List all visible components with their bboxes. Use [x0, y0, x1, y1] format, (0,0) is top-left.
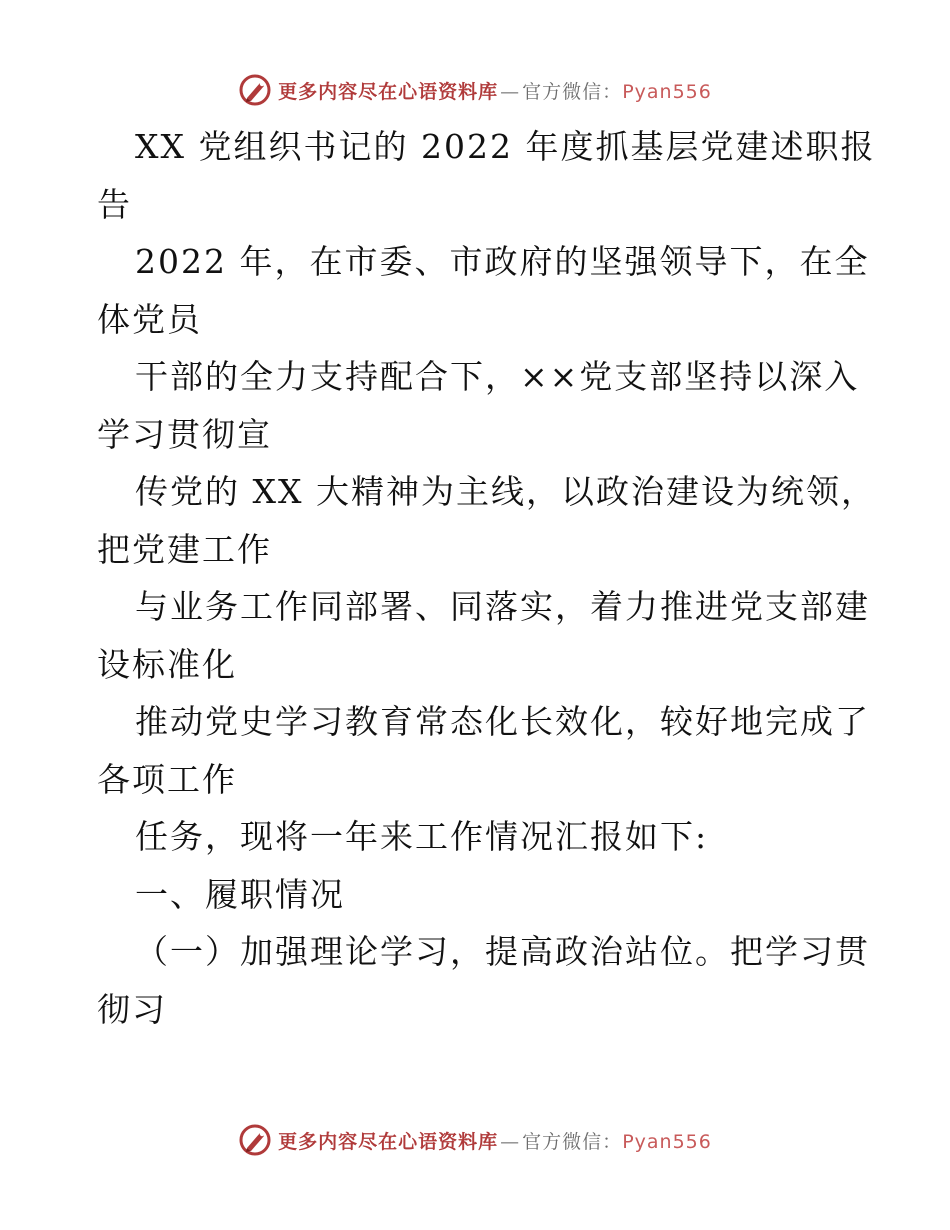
text-line-cont: 各项工作 — [97, 759, 237, 799]
title-line-cont: 告 — [97, 184, 132, 224]
watermark-dash: — — [500, 80, 521, 103]
text-line: 干部的全力支持配合下，××党支部坚持以深入 — [135, 357, 860, 396]
watermark-brand: 更多内容尽在心语资料库 — [278, 80, 499, 103]
watermark-group — [238, 1123, 712, 1157]
watermark-brand: 更多内容尽在心语资料库 — [278, 1130, 499, 1153]
watermark-text — [278, 77, 712, 104]
pen-logo-icon — [238, 1123, 272, 1157]
text-line: 2022 年，在市委、市政府的坚强领导下，在全 — [135, 242, 870, 281]
text-line: 推动党史学习教育常态化长效化，较好地完成了 — [135, 702, 870, 741]
watermark-label: 官方微信： — [522, 80, 623, 103]
text-line-cont: 彻习 — [97, 989, 167, 1029]
section-heading: 一、履职情况 — [135, 874, 345, 914]
text-line-cont: 把党建工作 — [97, 529, 272, 569]
document-body — [97, 118, 876, 1038]
pen-logo-icon — [238, 73, 272, 107]
text-line: 传党的 XX 大精神为主线，以政治建设为统领， — [135, 472, 876, 511]
text-line-cont: 体党员 — [97, 299, 202, 339]
text-line: 与业务工作同部署、同落实，着力推进党支部建 — [135, 587, 870, 626]
footer-watermark — [0, 1120, 950, 1160]
header-watermark — [0, 70, 950, 110]
watermark-dash: — — [500, 1130, 521, 1153]
watermark-text — [278, 1127, 712, 1154]
text-line: 任务，现将一年来工作情况汇报如下: — [135, 817, 709, 856]
watermark-wechat-id: Pyan556 — [622, 80, 712, 103]
text-line-cont: 学习贯彻宣 — [97, 414, 272, 454]
watermark-wechat-id: Pyan556 — [622, 1130, 712, 1153]
subsection-heading: （一）加强理论学习，提高政治站位。把学习贯 — [135, 932, 870, 971]
title-line: XX 党组织书记的 2022 年度抓基层党建述职报 — [135, 127, 876, 166]
watermark-group — [238, 73, 712, 107]
watermark-label: 官方微信： — [522, 1130, 623, 1153]
text-line-cont: 设标准化 — [97, 644, 237, 684]
